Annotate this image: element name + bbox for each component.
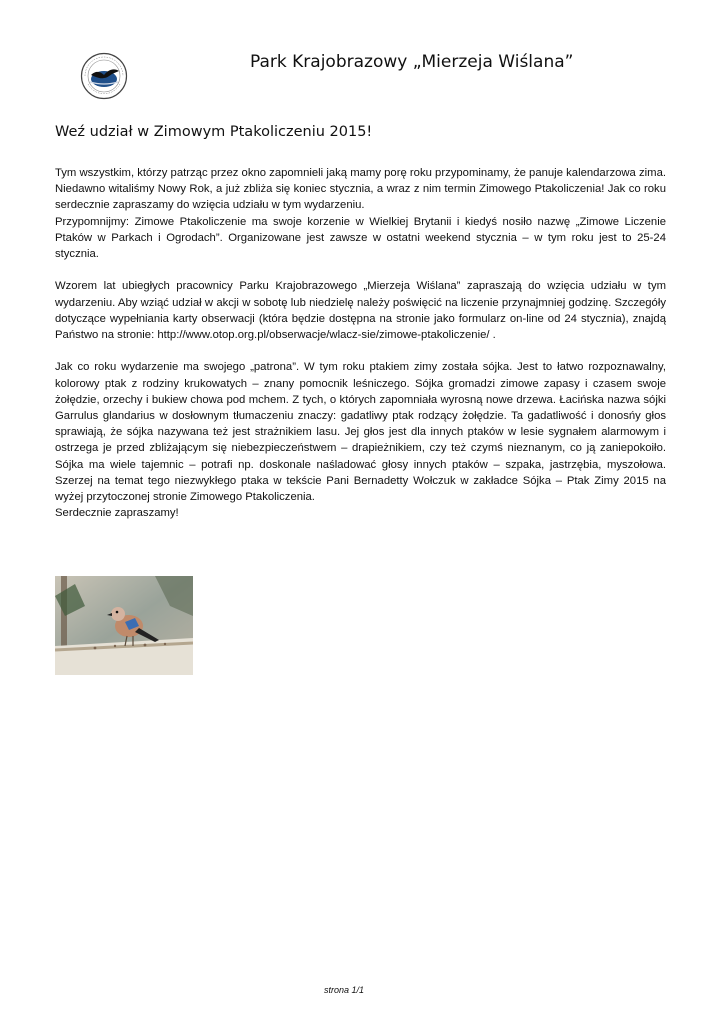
jay-bird-image xyxy=(55,576,193,675)
paragraph-participation: Wzorem lat ubiegłych pracownicy Parku Krajobrazowego „Mierzeja Wiślana” zapraszają do wzięcia udziału w tym wydarzeniu. Aby wziąć udział w akcji w sobotę lub niedzielę należy poświęcić na liczenie przynajmniej godzinę. Szczegóły dotyczące wypełniania karty obserwacji (która będzie dostępna na stronie jako formularz on-line od 24 stycznia), znajdą Państwo na stronie: http://www.otop.org.pl/obserwacje/wlacz-sie/zimowe-ptakoliczenie/ . xyxy=(55,280,666,342)
park-logo xyxy=(80,52,128,100)
article-heading: Weź udział w Zimowym Ptakoliczeniu 2015! xyxy=(55,124,373,140)
article-body xyxy=(55,165,666,521)
park-title: Park Krajobrazowy „Mierzeja Wiślana” xyxy=(250,52,574,72)
paragraph-patron: Jak co roku wydarzenie ma swojego „patrona”. W tym roku ptakiem zimy została sójka. Jest to łatwo rozpoznawalny, kolorowy ptak z rodziny krukowatych – znany pomocnik leśniczego. Sójka gromadzi zimowe zapasy i czasem swoje żołędzie, orzechy i bukiew chowa pod mchem. Z tych, o których zapomniała wyrosną nowe drzewa. Łacińska nazwa sójki Garrulus glandarius w dosłownym tłumaczeniu znaczy: gadatliwy ptak rodzący żołędzie. Ta gadatliwość i donosńy głos sprawiają, że sójka nazywana też jest strażnikiem lasu. Jej głos jest dla innych ptaków w lesie sygnałem alarmowym i ostrzega je przed zbliżającym się niebezpieczeństwem – drapieżnikiem, czy też czymś nieznanym, co ją zaniepokoiło. Sójka ma wiele tajemnic – potrafi np. doskonale naśladować głosy innych ptaków – szpaka, jastrzębia, myszołowa. Szerzej na temat tego niezwykłego ptaka w tekście Pani Bernadetty Wołczuk w zakładce Sójka – Ptak Zimy 2015 na wyżej przytoczonej stronie Zimowego Ptakoliczenia. xyxy=(55,361,666,504)
paragraph-invitation: Serdecznie zapraszamy! xyxy=(55,507,179,520)
page-number: strona 1/1 xyxy=(323,985,365,995)
paragraph-intro: Tym wszystkim, którzy patrząc przez okno zapomnieli jaką mamy porę roku przypominamy, że panuje kalendarzowa zima. Niedawno witaliśmy Nowy Rok, a już zbliża się koniec stycznia, a wraz z nim termin Zimowego Ptakoliczenia! Jak co roku serdecznie zapraszamy do wzięcia udziału w tym wydarzeniu. xyxy=(55,167,666,212)
park-logo-emblem xyxy=(80,52,128,100)
jay-bird-photo xyxy=(55,576,193,675)
paragraph-history: Przypomnijmy: Zimowe Ptakoliczenie ma swoje korzenie w Wielkiej Brytanii i kiedyś nosiło nazwę „Zimowe Liczenie Ptaków w Parkach i Ogrodach”. Organizowane jest zawsze w ostatni weekend stycznia – w tym roku jest to 25-24 stycznia. xyxy=(55,215,666,261)
